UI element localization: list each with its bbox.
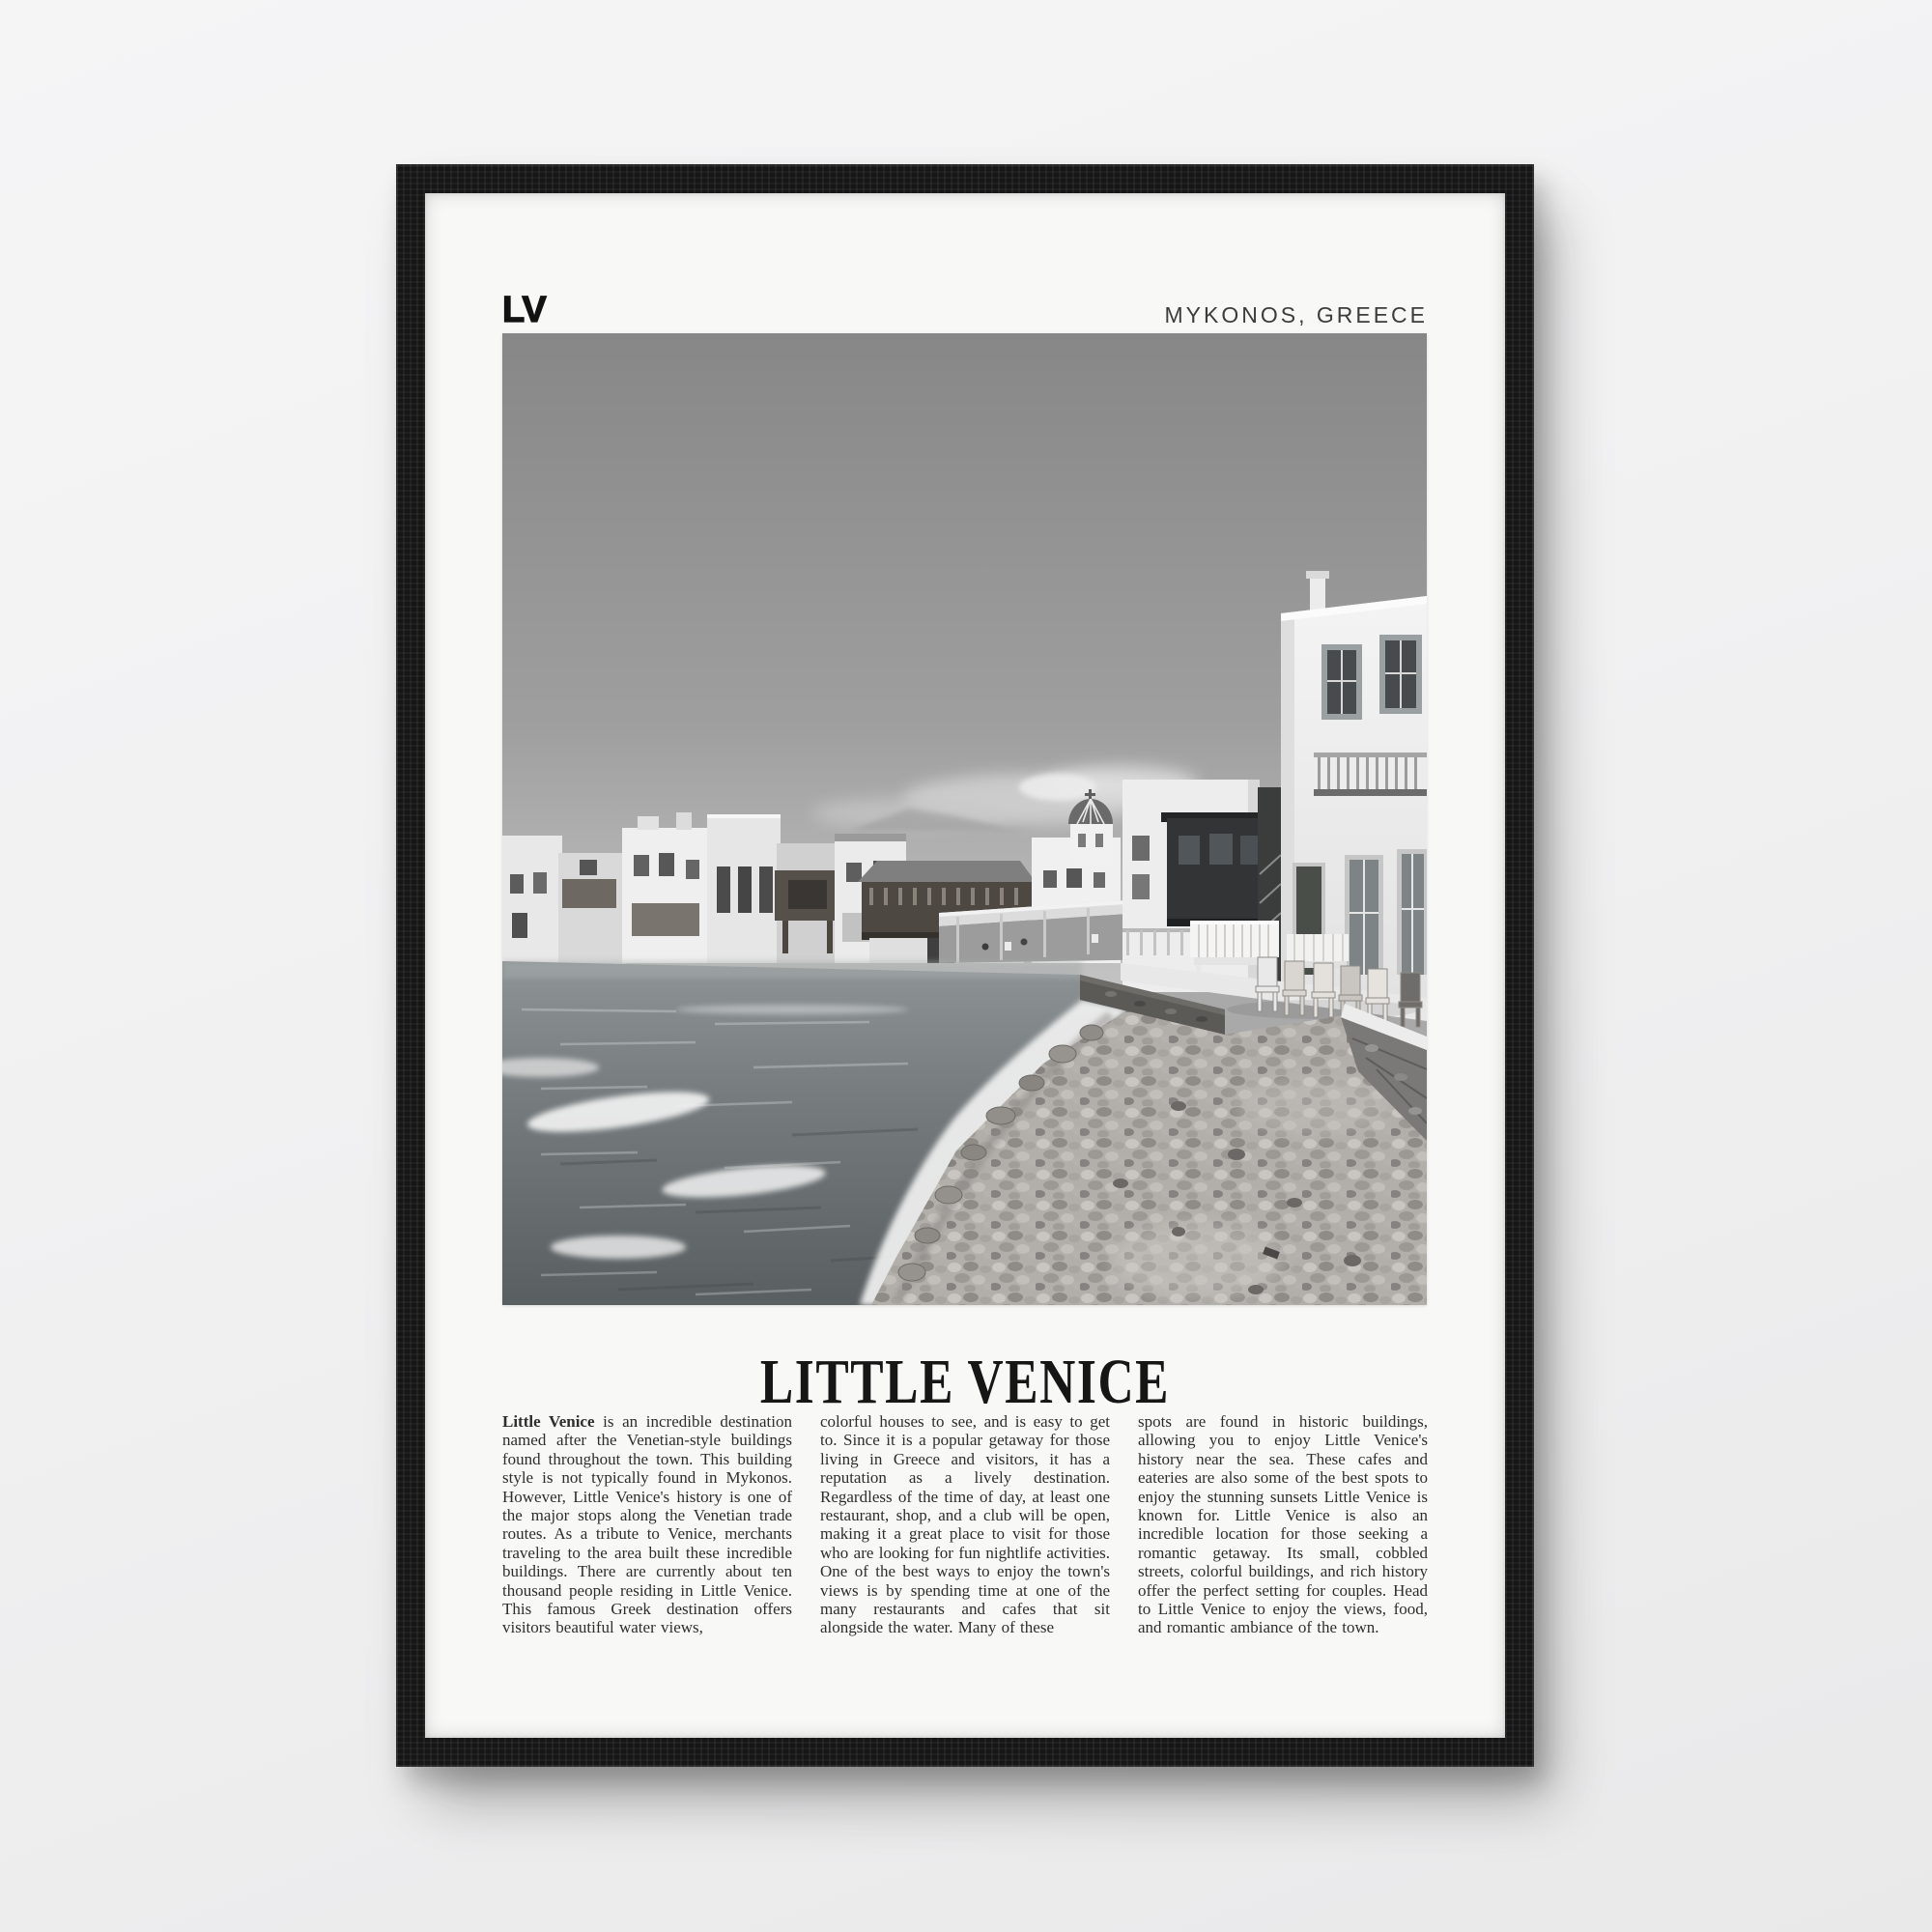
shuttered-window xyxy=(1321,644,1362,720)
article-column-2 xyxy=(820,1412,1110,1637)
article-column-1 xyxy=(502,1412,792,1637)
poster-header xyxy=(502,286,1428,328)
little-venice-photo-illustration xyxy=(502,333,1427,1305)
picture-frame xyxy=(396,164,1534,1767)
location-label: MYKONOS, GREECE xyxy=(1164,302,1428,327)
poster-paper xyxy=(425,193,1505,1738)
article-lead: Little Venice xyxy=(502,1412,595,1431)
article-column-3-text: spots are found in historic buildings, allowing you to enjoy Little Venice's history near the sea. These cafes and eateries are also some of the best spots to enjoy the stunning sunsets Little Venice is known for. Little Venice is also an incredible location for those seeking a romantic getaway. Its small, cobbled streets, colorful buildings, and rich history offer the perfect setting for couples. Head to Little Venice to enjoy the views, food, and romantic ambiance of the town. xyxy=(1138,1412,1428,1637)
sea-reflection xyxy=(502,961,1082,979)
wave-crest xyxy=(551,1236,686,1259)
shuttered-window xyxy=(1379,635,1422,714)
poster-photo xyxy=(502,333,1427,1305)
article-column-1-text: is an incredible destination named after the Venetian-style buildings found throughout the town. This building style is not typically found in Mykonos. However, Little Venice's history is one of the major stops along the Venetian trade routes. As a tribute to Venice, merchants traveling to the area built these incredible buildings. There are currently about ten thousand people residing in Little Venice. This famous Greek destination offers visitors beautiful water views, xyxy=(502,1412,792,1637)
wave-crest xyxy=(676,1005,908,1014)
article-column-3 xyxy=(1138,1412,1428,1637)
cloud xyxy=(1019,774,1096,801)
article-title: LITTLE VENICE xyxy=(759,1347,1171,1417)
brand-monogram: LV xyxy=(502,290,547,330)
article-columns xyxy=(502,1412,1428,1637)
article-column-2-text: colorful houses to see, and is easy to get to. Since it is a popular getaway for those living in Greece and visitors, it has a reputation as a lively destination. Regardless of the time of day, at least one restaurant, shop, and a club will be open, making it a great place to visit for those who are looking for fun nightlife activities. One of the best ways to enjoy the town's views is by spending time at one of the many restaurants and cafes that sit alongside the water. Many of these xyxy=(820,1412,1110,1637)
